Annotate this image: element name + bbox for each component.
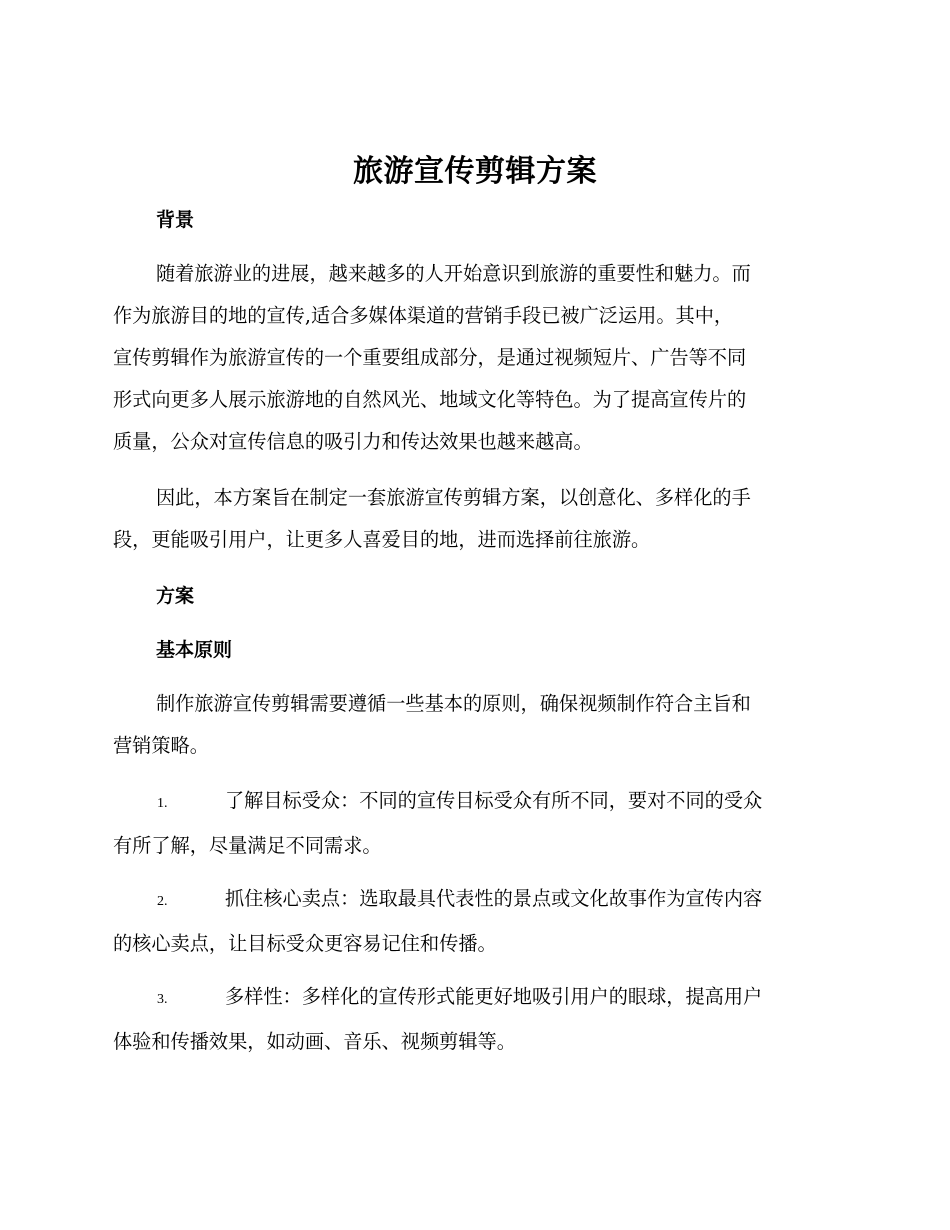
paragraph-line: 制作旅游宣传剪辑需要遵循一些基本的原则，确保视频制作符合主旨和 (156, 692, 751, 715)
list-number: 1. (157, 796, 168, 811)
list-number: 3. (157, 992, 168, 1007)
paragraph-line: 质量，公众对宣传信息的吸引力和传达效果也越来越高。 (113, 430, 593, 453)
section-heading-plan: 方案 (156, 585, 195, 607)
paragraph-line: 段，更能吸引用户，让更多人喜爱目的地，进而选择前往旅游。 (113, 528, 651, 551)
list-item-first-line (113, 780, 831, 825)
paragraph-line: 宣传剪辑作为旅游宣传的一个重要组成部分，是通过视频短片、广告等不同 (113, 346, 747, 369)
list-item-first-line (113, 878, 831, 923)
list-item-text: 体验和传播效果，如动画、音乐、视频剪辑等。 (113, 1030, 516, 1053)
list-item-text: 多样性：多样化的宣传形式能更好地吸引用户的眼球，提高用户 (225, 985, 763, 1008)
paragraph-principles-intro (113, 683, 831, 767)
paragraph-line: 因此，本方案旨在制定一套旅游宣传剪辑方案，以创意化、多样化的手 (156, 486, 751, 509)
list-item-text: 的核心卖点，让目标受众更容易记住和传播。 (113, 932, 497, 955)
paragraph-background-2 (113, 477, 831, 561)
list-item-first-line (113, 976, 831, 1021)
principle-list-item-1 (113, 780, 831, 867)
paragraph-line: 形式向更多人展示旅游地的自然风光、地域文化等特色。为了提高宣传片的 (113, 388, 747, 411)
paragraph-line: 营销策略。 (113, 734, 209, 757)
section-heading-background: 背景 (156, 209, 195, 231)
list-item-text: 了解目标受众：不同的宣传目标受众有所不同，要对不同的受众 (225, 789, 763, 812)
principle-list-item-2 (113, 878, 831, 965)
paragraph-background-1 (113, 253, 831, 463)
principle-list-item-3 (113, 976, 831, 1063)
paragraph-line: 作为旅游目的地的宣传,适合多媒体渠道的营销手段已被广泛运用。其中， (113, 304, 734, 327)
list-item-text: 有所了解，尽量满足不同需求。 (113, 834, 382, 857)
document-title: 旅游宣传剪辑方案 (353, 154, 597, 189)
paragraph-line: 随着旅游业的进展，越来越多的人开始意识到旅游的重要性和魅力。而 (156, 262, 751, 285)
list-item-text: 抓住核心卖点：选取最具代表性的景点或文化故事作为宣传内容 (225, 887, 763, 910)
section-heading-principles: 基本原则 (156, 639, 233, 661)
list-number: 2. (157, 894, 168, 909)
